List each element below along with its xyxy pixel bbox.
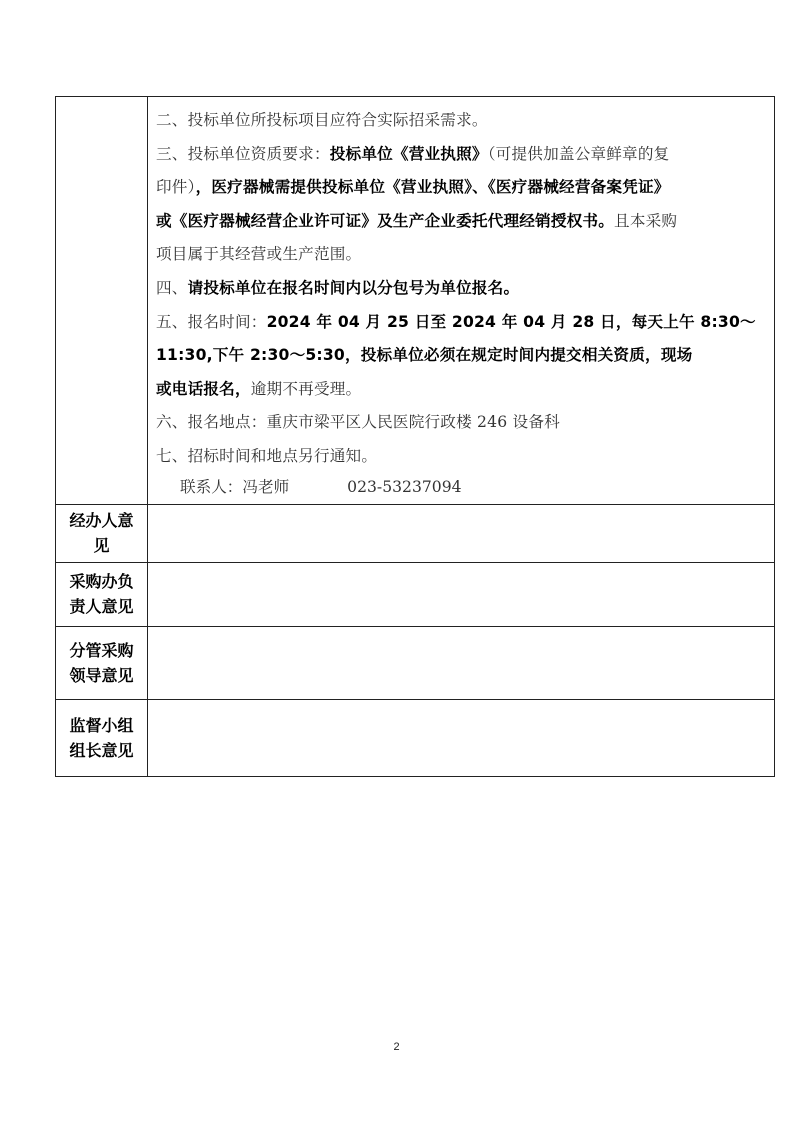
leader-opinion-label (56, 626, 148, 699)
contact-line (156, 474, 768, 500)
handler-opinion-field[interactable] (148, 504, 775, 562)
registration-location-line: 六、报名地点：重庆市梁平区人民医院行政楼 246 设备科 (156, 413, 560, 432)
leader-opinion-field[interactable] (148, 626, 775, 699)
notice-label-cell (56, 97, 148, 505)
procurement-head-opinion-field[interactable] (148, 562, 775, 626)
label-line: 分管采购 (69, 640, 134, 660)
opinion-row-handler (56, 504, 775, 562)
qualification-line-2 (156, 171, 768, 205)
qualification-scope-text: 且本采购 (614, 211, 678, 230)
registration-time-line-2 (156, 339, 768, 373)
notice-content-row (56, 97, 775, 505)
registration-deadline-note: 逾期不再受理。 (250, 379, 362, 398)
qualification-note: （可提供加盖公章鲜章的复 (487, 144, 670, 163)
registration-time-line-3 (156, 373, 768, 407)
tender-notice-line: 七、招标时间和地点另行通知。 (156, 446, 378, 465)
registration-time-text-2: 11:30,下午 2:30～5:30，投标单位必须在规定时间内提交相关资质，现场 (156, 346, 693, 365)
qualification-bold-text-3: 或《医疗器械经营企业许可证》及生产企业委托代理经销授权书。 (156, 211, 615, 230)
contact-phone: 023-53237094 (347, 477, 462, 496)
qualification-note-end: 印件） (156, 178, 196, 197)
approval-form-table (55, 96, 775, 777)
procurement-head-opinion-label (56, 562, 148, 626)
registration-time-heading: 五、报名时间： (156, 312, 267, 331)
requirement-line: 二、投标单位所投标项目应符合实际招采需求。 (156, 111, 488, 129)
label-line: 领导意见 (69, 665, 134, 685)
qualification-line-4: 项目属于其经营或生产范围。 (156, 245, 362, 264)
qualification-line (156, 138, 768, 172)
label-line: 采购办负 (69, 572, 134, 592)
registration-unit-line (156, 272, 768, 306)
supervision-opinion-label (56, 699, 148, 776)
registration-unit-heading: 四、 (156, 278, 188, 297)
label-line: 见 (93, 536, 110, 556)
registration-time-text: 2024 年 04 月 25 日至 2024 年 04 月 28 日，每天上午 8:30～ (266, 312, 756, 331)
qualification-bold-text: 投标单位《营业执照》 (329, 144, 488, 163)
label-line: 监督小组 (69, 715, 134, 735)
label-line: 组长意见 (69, 740, 134, 760)
label-line: 责人意见 (69, 597, 134, 617)
registration-time-text-3: 或电话报名， (156, 379, 251, 398)
qualification-bold-text-2: ，医疗器械需提供投标单位《营业执照》、《医疗器械经营备案凭证》 (195, 178, 670, 197)
contact-person: 联系人：冯老师 (180, 477, 290, 496)
opinion-row-leader (56, 626, 775, 699)
qualification-heading: 三、投标单位资质要求： (156, 144, 330, 163)
handler-opinion-label (56, 504, 148, 562)
page-number: 2 (393, 1041, 400, 1053)
label-line: 经办人意 (69, 511, 134, 531)
opinion-row-procurement (56, 562, 775, 626)
opinion-row-supervision (56, 699, 775, 776)
qualification-line-3 (156, 205, 768, 239)
registration-unit-text: 请投标单位在报名时间内以分包号为单位报名。 (187, 278, 520, 297)
registration-time-line (156, 306, 768, 340)
notice-content-cell (148, 97, 775, 505)
supervision-opinion-field[interactable] (148, 699, 775, 776)
